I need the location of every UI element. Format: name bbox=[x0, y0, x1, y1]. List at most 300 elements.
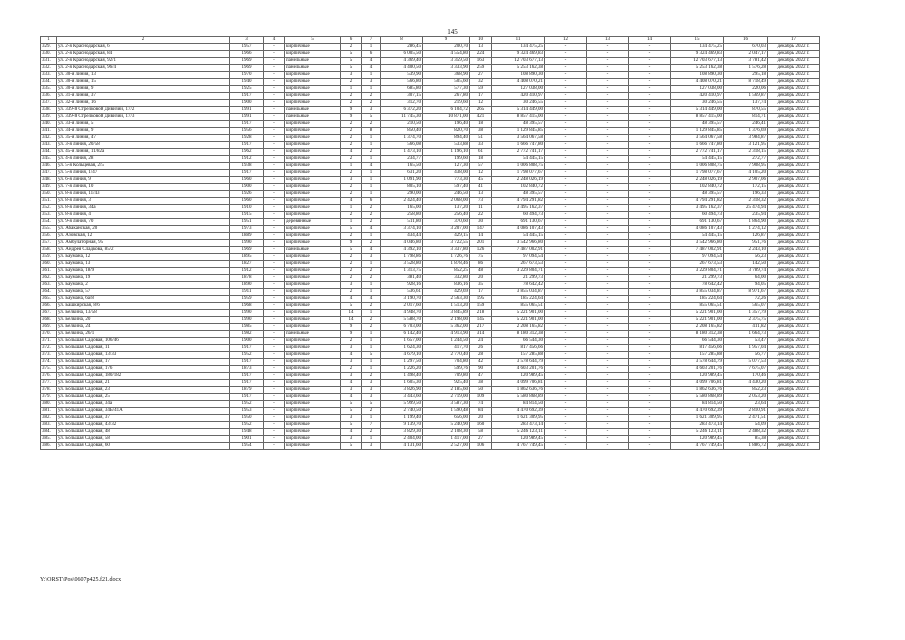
table-cell: - bbox=[629, 100, 671, 107]
table-cell: ул. 30-я линия, 13 bbox=[57, 72, 230, 79]
table-cell: - bbox=[545, 219, 587, 226]
table-cell: 28 bbox=[470, 352, 492, 359]
table-cell: - bbox=[629, 184, 671, 191]
table-cell: 102 840,72 bbox=[492, 184, 545, 191]
table-cell: - bbox=[264, 107, 285, 114]
table-cell: 369. bbox=[41, 324, 57, 331]
table-cell: 344. bbox=[41, 149, 57, 156]
table-cell: 3 528,80 bbox=[381, 261, 423, 268]
table-cell: 1951 bbox=[230, 219, 264, 226]
table-cell: ул. Большая Садовая, 37 bbox=[57, 415, 230, 422]
table-cell: - bbox=[587, 310, 629, 317]
table-cell: - bbox=[264, 436, 285, 443]
table-cell: 1 bbox=[362, 261, 381, 268]
table-cell: 1 bbox=[341, 205, 362, 212]
table-row bbox=[41, 191, 820, 198]
table-cell: 60 494,73 bbox=[671, 212, 724, 219]
table-cell: - bbox=[264, 247, 285, 254]
table-cell: - bbox=[545, 107, 587, 114]
table-cell: - bbox=[264, 142, 285, 149]
table-cell: декабрь 2022 г. bbox=[768, 261, 820, 268]
table-cell: 341. bbox=[41, 128, 57, 135]
table-cell: 342. bbox=[41, 135, 57, 142]
table-cell: 2 bbox=[362, 268, 381, 275]
table-cell: 1 798,86 bbox=[381, 254, 423, 261]
table-cell: 359. bbox=[41, 254, 57, 261]
table-cell: 373. bbox=[41, 352, 57, 359]
table-cell: кирпичные bbox=[285, 72, 341, 79]
table-cell: 340. bbox=[41, 121, 57, 128]
table-cell: декабрь 2022 г. bbox=[768, 352, 820, 359]
table-cell: 704,80 bbox=[423, 359, 470, 366]
table-cell: - bbox=[587, 100, 629, 107]
table-cell: - bbox=[587, 331, 629, 338]
table-row bbox=[41, 373, 820, 380]
table-cell: 670,03 bbox=[724, 44, 768, 51]
table-cell: 4 408 070,21 bbox=[671, 79, 724, 86]
table-cell: 951,76 bbox=[724, 240, 768, 247]
table-cell: 691 130,67 bbox=[671, 219, 724, 226]
table-cell: 5 246 123,11 bbox=[492, 429, 545, 436]
table-cell: 1 957,04 bbox=[724, 345, 768, 352]
table-cell: декабрь 2022 г. bbox=[768, 219, 820, 226]
table-cell: - bbox=[545, 170, 587, 177]
table-cell: панельные bbox=[285, 114, 341, 121]
table-cell: 12 703 677,13 bbox=[492, 58, 545, 65]
table-cell: - bbox=[587, 72, 629, 79]
table-cell: кирпичные bbox=[285, 205, 341, 212]
table-row bbox=[41, 142, 820, 149]
table-cell: 1 129 845,85 bbox=[492, 128, 545, 135]
table-cell: 357. bbox=[41, 240, 57, 247]
table-cell: 120 989,45 bbox=[492, 373, 545, 380]
table-cell: 160 bbox=[470, 422, 492, 429]
table-cell: - bbox=[629, 394, 671, 401]
table-row bbox=[41, 303, 820, 310]
table-cell: 8 718,49 bbox=[724, 79, 768, 86]
table-cell: 337. bbox=[41, 100, 57, 107]
table-cell: - bbox=[545, 121, 587, 128]
table-cell: 1990 bbox=[230, 310, 264, 317]
table-cell: 3 190,70 bbox=[381, 296, 423, 303]
table-cell: 597,40 bbox=[423, 184, 470, 191]
table-cell: кирпичные bbox=[285, 268, 341, 275]
table-cell: 54 445,15 bbox=[671, 156, 724, 163]
table-cell: 3 bbox=[362, 79, 381, 86]
table-cell: 3 bbox=[362, 394, 381, 401]
table-cell: 4 131,60 bbox=[381, 443, 423, 450]
table-cell: 1 bbox=[362, 415, 381, 422]
table-cell: 4 bbox=[362, 226, 381, 233]
table-cell: 4 430,20 bbox=[724, 380, 768, 387]
table-cell: - bbox=[587, 282, 629, 289]
column-number-header: 9 bbox=[423, 37, 470, 44]
table-cell: 438,00 bbox=[423, 170, 470, 177]
table-cell: декабрь 2022 г. bbox=[768, 324, 820, 331]
table-cell: 51 bbox=[470, 135, 492, 142]
table-cell: - bbox=[629, 401, 671, 408]
table-cell: декабрь 2022 г. bbox=[768, 121, 820, 128]
table-cell: декабрь 2022 г. bbox=[768, 135, 820, 142]
table-cell: кирпичные bbox=[285, 422, 341, 429]
table-cell: - bbox=[587, 44, 629, 51]
table-cell: - bbox=[587, 219, 629, 226]
table-cell: 7 bbox=[362, 422, 381, 429]
table-cell: - bbox=[587, 324, 629, 331]
table-cell: 27 bbox=[470, 436, 492, 443]
table-cell: 1 605,30 bbox=[381, 380, 423, 387]
table-cell: ул. 2-я Краснодарская, 6 bbox=[57, 44, 230, 51]
table-cell: - bbox=[587, 387, 629, 394]
table-cell: 2 907,06 bbox=[724, 177, 768, 184]
table-cell: 147 bbox=[470, 226, 492, 233]
table-cell: 1 886,72 bbox=[724, 443, 768, 450]
table-cell: 1982 bbox=[230, 331, 264, 338]
table-cell: 6 703,00 bbox=[381, 324, 423, 331]
table-cell: 1911 bbox=[230, 289, 264, 296]
table-cell: 691 130,67 bbox=[492, 219, 545, 226]
table-cell: 1 bbox=[362, 72, 381, 79]
column-number-header: 11 bbox=[492, 37, 545, 44]
table-cell: 258,80 bbox=[381, 212, 423, 219]
table-cell: 334. bbox=[41, 79, 57, 86]
table-cell: 4 bbox=[362, 58, 381, 65]
table-cell: - bbox=[264, 191, 285, 198]
table-cell: 48 bbox=[470, 268, 492, 275]
table-cell: ул. Большая Садовая, 13/33 bbox=[57, 352, 230, 359]
table-cell: - bbox=[629, 317, 671, 324]
table-cell: - bbox=[587, 156, 629, 163]
table-cell: 1962 bbox=[230, 149, 264, 156]
table-cell: кирпичные bbox=[285, 324, 341, 331]
table-cell: декабрь 2022 г. bbox=[768, 380, 820, 387]
table-cell: 356. bbox=[41, 233, 57, 240]
table-cell: ул. Баумана, 12 bbox=[57, 254, 230, 261]
table-cell: - bbox=[545, 352, 587, 359]
table-cell: 8 971,67 bbox=[724, 289, 768, 296]
table-cell: декабрь 2022 г. bbox=[768, 338, 820, 345]
table-cell: 2 bbox=[341, 100, 362, 107]
table-cell: 2 bbox=[341, 93, 362, 100]
table-cell: 2 375,75 bbox=[724, 317, 768, 324]
table-cell: - bbox=[629, 261, 671, 268]
table-cell: 48 395,57 bbox=[671, 191, 724, 198]
table-cell: декабрь 2022 г. bbox=[768, 170, 820, 177]
table-cell: - bbox=[264, 163, 285, 170]
column-header-row bbox=[41, 37, 820, 44]
table-cell: 9 bbox=[341, 240, 362, 247]
table-cell: 2 bbox=[362, 317, 381, 324]
table-cell: 12 bbox=[470, 170, 492, 177]
table-cell: 5 580 868,89 bbox=[671, 394, 724, 401]
table-cell: 577,30 bbox=[423, 86, 470, 93]
table-cell: ул. 34-я линия, 9 bbox=[57, 128, 230, 135]
table-cell: декабрь 2022 г. bbox=[768, 198, 820, 205]
table-cell: 6 142,40 bbox=[381, 331, 423, 338]
table-cell: 1952 bbox=[230, 352, 264, 359]
table-cell: 5 221 901,00 bbox=[492, 317, 545, 324]
table-cell: 1 313,75 bbox=[381, 268, 423, 275]
table-cell: 1969 bbox=[230, 58, 264, 65]
table-cell: 360. bbox=[41, 261, 57, 268]
table-cell: 1 666 747,80 bbox=[671, 142, 724, 149]
table-cell: 5 bbox=[341, 303, 362, 310]
table-cell: 94,05 bbox=[724, 282, 768, 289]
table-cell: - bbox=[264, 51, 285, 58]
table-cell: - bbox=[587, 415, 629, 422]
table-row bbox=[41, 331, 820, 338]
table-cell: 1 798 077,67 bbox=[671, 170, 724, 177]
table-cell: 370,60 bbox=[423, 219, 470, 226]
table-cell: 295,18 bbox=[724, 72, 768, 79]
table-cell: 1 bbox=[362, 233, 381, 240]
table-cell: 1 864,90 bbox=[724, 219, 768, 226]
table-cell: 172,15 bbox=[724, 184, 768, 191]
table-cell: 346. bbox=[41, 163, 57, 170]
table-cell: - bbox=[587, 422, 629, 429]
table-cell: 218 bbox=[470, 310, 492, 317]
table-cell: 4 767 749,45 bbox=[492, 443, 545, 450]
table-cell: - bbox=[545, 324, 587, 331]
table-cell: - bbox=[587, 93, 629, 100]
table-cell: - bbox=[629, 65, 671, 72]
table-cell: - bbox=[545, 72, 587, 79]
table-cell: - bbox=[587, 275, 629, 282]
table-cell: кирпичные bbox=[285, 156, 341, 163]
table-cell: - bbox=[264, 79, 285, 86]
table-cell: 45 bbox=[470, 177, 492, 184]
table-cell: 335. bbox=[41, 86, 57, 93]
table-cell: кирпичные bbox=[285, 415, 341, 422]
table-cell: 4 086 107,43 bbox=[671, 226, 724, 233]
table-cell: 2 bbox=[341, 191, 362, 198]
table-cell: - bbox=[545, 373, 587, 380]
table-cell: 1973 bbox=[230, 226, 264, 233]
table-cell: 196,40 bbox=[423, 121, 470, 128]
table-cell: 2 bbox=[341, 142, 362, 149]
table-cell: 108 890,30 bbox=[671, 72, 724, 79]
table-cell: 12 bbox=[470, 100, 492, 107]
table-cell: 3 542 966,80 bbox=[492, 240, 545, 247]
table-cell: 2 bbox=[362, 212, 381, 219]
table-cell: - bbox=[264, 65, 285, 72]
table-cell: 5 bbox=[341, 401, 362, 408]
table-cell: 75 bbox=[470, 254, 492, 261]
table-cell: декабрь 2022 г. bbox=[768, 436, 820, 443]
table-cell: - bbox=[545, 345, 587, 352]
table-cell: 1 621 309,95 bbox=[671, 415, 724, 422]
table-cell: - bbox=[587, 191, 629, 198]
table-cell: 30 bbox=[470, 219, 492, 226]
table-cell: 256,40 bbox=[423, 212, 470, 219]
table-cell: 3 495 162,37 bbox=[492, 205, 545, 212]
table-cell: - bbox=[629, 219, 671, 226]
table-cell: - bbox=[587, 142, 629, 149]
table-cell: кирпичные bbox=[285, 177, 341, 184]
table-cell: кирпичные bbox=[285, 261, 341, 268]
table-cell: 5 bbox=[362, 401, 381, 408]
table-cell: 375. bbox=[41, 366, 57, 373]
column-number-header: 7 bbox=[362, 37, 381, 44]
table-cell: - bbox=[545, 93, 587, 100]
table-cell: ул. Баумана, 13 bbox=[57, 261, 230, 268]
table-cell: ул. 2-я Краснодарская, 96/4 bbox=[57, 65, 230, 72]
table-cell: 1 473,10 bbox=[381, 149, 423, 156]
table-cell: 1957 bbox=[230, 44, 264, 51]
table-cell: - bbox=[545, 394, 587, 401]
table-cell: 1 621 309,95 bbox=[492, 415, 545, 422]
table-cell: 2 bbox=[362, 324, 381, 331]
table-cell: 355. bbox=[41, 226, 57, 233]
table-cell: 1 376,69 bbox=[724, 128, 768, 135]
table-row bbox=[41, 317, 820, 324]
table-cell: 1969 bbox=[230, 247, 264, 254]
table-cell: - bbox=[587, 170, 629, 177]
table-cell: 894,40 bbox=[423, 135, 470, 142]
table-cell: 2 740,50 bbox=[381, 408, 423, 415]
table-cell: 1 bbox=[362, 191, 381, 198]
table-cell: 1 bbox=[362, 289, 381, 296]
table-cell: 126,87 bbox=[724, 233, 768, 240]
table-cell: - bbox=[587, 373, 629, 380]
table-cell: 814,71 bbox=[724, 114, 768, 121]
table-cell: - bbox=[264, 408, 285, 415]
table-cell: декабрь 2022 г. bbox=[768, 366, 820, 373]
table-cell: 283 473,14 bbox=[671, 422, 724, 429]
table-cell: 332,80 bbox=[423, 275, 470, 282]
table-cell: 1917 bbox=[230, 93, 264, 100]
table-cell: - bbox=[629, 387, 671, 394]
table-cell: ул. Большая Садовая, 48 bbox=[57, 429, 230, 436]
table-cell: 1953 bbox=[230, 408, 264, 415]
table-cell: - bbox=[629, 51, 671, 58]
table-cell: 9 bbox=[341, 114, 362, 121]
table-cell: 2 108,30 bbox=[423, 429, 470, 436]
table-cell: 3 bbox=[362, 254, 381, 261]
table-cell: декабрь 2022 г. bbox=[768, 191, 820, 198]
column-number-header: 13 bbox=[587, 37, 629, 44]
table-cell: - bbox=[264, 149, 285, 156]
table-cell: 185 224,64 bbox=[492, 296, 545, 303]
table-cell: - bbox=[629, 44, 671, 51]
table-cell: 127 038,00 bbox=[492, 86, 545, 93]
table-cell: 246,41 bbox=[724, 121, 768, 128]
table-cell: 1895 bbox=[230, 254, 264, 261]
table-row bbox=[41, 58, 820, 65]
table-cell: 1956 bbox=[230, 128, 264, 135]
table-cell: 4 392,10 bbox=[381, 247, 423, 254]
table-cell: ул. Большая Садовая, 21 bbox=[57, 380, 230, 387]
table-cell: 1 bbox=[362, 184, 381, 191]
table-cell: 195 bbox=[470, 296, 492, 303]
table-cell: 4 408 070,21 bbox=[492, 79, 545, 86]
table-row bbox=[41, 65, 820, 72]
table-cell: - bbox=[587, 338, 629, 345]
table-cell: 35 bbox=[470, 282, 492, 289]
table-cell: 8 857 415,00 bbox=[492, 114, 545, 121]
table-cell: - bbox=[545, 366, 587, 373]
table-cell: 2 bbox=[362, 100, 381, 107]
table-cell: ул. 8-я линия, 4 bbox=[57, 212, 230, 219]
table-cell: декабрь 2022 г. bbox=[768, 72, 820, 79]
table-cell: 855 065,51 bbox=[671, 303, 724, 310]
table-cell: ул. Баумана, 57 bbox=[57, 289, 230, 296]
table-cell: 5 bbox=[341, 226, 362, 233]
table-cell: - bbox=[587, 345, 629, 352]
table-cell: 2 bbox=[341, 135, 362, 142]
table-cell: 2 318,15 bbox=[724, 149, 768, 156]
table-cell: 363. bbox=[41, 282, 57, 289]
table-cell: - bbox=[629, 352, 671, 359]
table-cell: - bbox=[629, 415, 671, 422]
table-cell: 383. bbox=[41, 422, 57, 429]
table-cell: 74 bbox=[470, 401, 492, 408]
table-cell: 120 989,45 bbox=[671, 373, 724, 380]
table-cell: - bbox=[545, 380, 587, 387]
table-cell: - bbox=[629, 142, 671, 149]
table-cell: декабрь 2022 г. bbox=[768, 429, 820, 436]
table-cell: 134 475,25 bbox=[492, 44, 545, 51]
table-cell: 347. bbox=[41, 170, 57, 177]
table-cell: 3 bbox=[341, 373, 362, 380]
column-number-header: 8 bbox=[381, 37, 423, 44]
table-cell: кирпичные bbox=[285, 408, 341, 415]
table-cell: 4 794 291,82 bbox=[492, 198, 545, 205]
table-cell: ул. 5-я линия, 1/47 bbox=[57, 170, 230, 177]
table-row bbox=[41, 79, 820, 86]
table-cell: - bbox=[545, 436, 587, 443]
table-cell: - bbox=[264, 303, 285, 310]
table-cell: 599,76 bbox=[423, 366, 470, 373]
table-cell: 685,80 bbox=[381, 86, 423, 93]
table-row bbox=[41, 380, 820, 387]
table-cell: 374. bbox=[41, 359, 57, 366]
column-number-header: 16 bbox=[724, 37, 768, 44]
table-cell: 1991 bbox=[230, 107, 264, 114]
table-cell: 2 527,00 bbox=[423, 443, 470, 450]
table-cell: - bbox=[587, 289, 629, 296]
table-cell: 4 603 201,76 bbox=[671, 366, 724, 373]
table-cell: 4 bbox=[341, 149, 362, 156]
table-cell: 3 789,74 bbox=[724, 268, 768, 275]
table-cell: ул. Большая Садовая, 58 bbox=[57, 436, 230, 443]
table-cell: - bbox=[587, 79, 629, 86]
table-row bbox=[41, 226, 820, 233]
table-cell: 5 253 162,38 bbox=[671, 65, 724, 72]
table-cell: 4 bbox=[362, 65, 381, 72]
table-cell: - bbox=[545, 233, 587, 240]
table-cell: - bbox=[587, 205, 629, 212]
table-cell: 368,90 bbox=[423, 72, 470, 79]
table-cell: 505,60 bbox=[423, 79, 470, 86]
table-cell: 855 065,51 bbox=[492, 303, 545, 310]
table-cell: 66 544,30 bbox=[671, 338, 724, 345]
table-cell: 13 bbox=[470, 44, 492, 51]
table-cell: кирпичные bbox=[285, 100, 341, 107]
table-row bbox=[41, 366, 820, 373]
table-cell: 1 226,20 bbox=[381, 366, 423, 373]
table-cell: - bbox=[264, 380, 285, 387]
table-cell: 1901 bbox=[230, 436, 264, 443]
table-cell: 362. bbox=[41, 275, 57, 282]
table-cell: - bbox=[629, 121, 671, 128]
table-row bbox=[41, 114, 820, 121]
table-cell: - bbox=[264, 135, 285, 142]
table-cell: - bbox=[545, 156, 587, 163]
table-cell: 1917 bbox=[230, 380, 264, 387]
table-cell: - bbox=[587, 198, 629, 205]
table-cell: 3 bbox=[341, 415, 362, 422]
